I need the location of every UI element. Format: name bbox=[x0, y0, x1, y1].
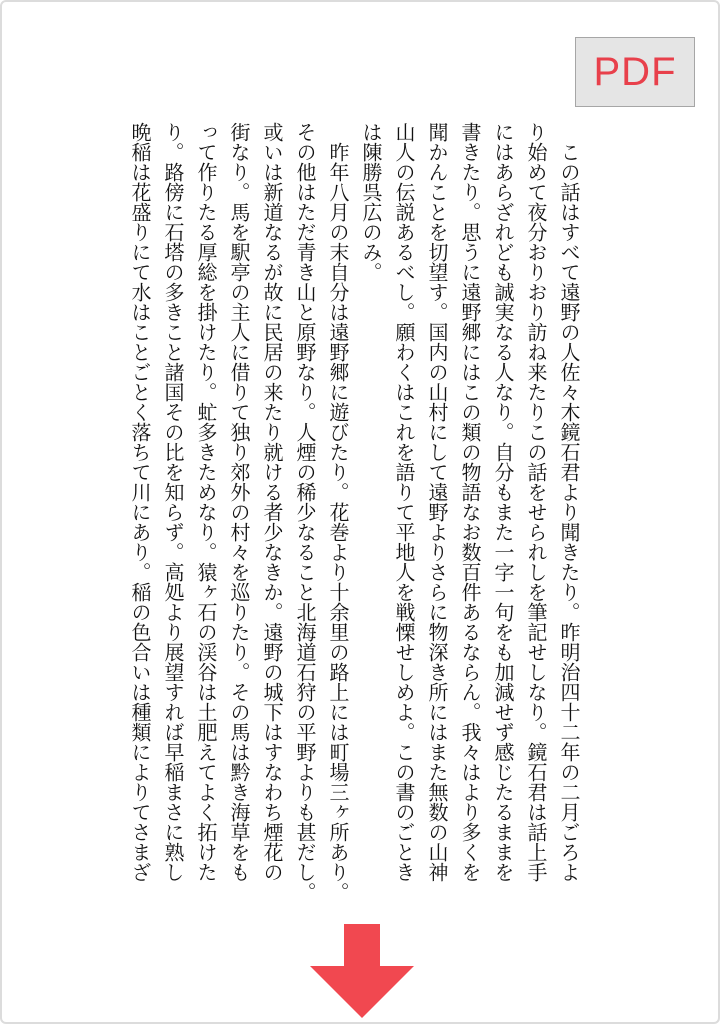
text-column: その他はただ青き山と原野なり。人煙の稀少なること北海道石狩の平野よりも甚だし。 bbox=[293, 122, 317, 902]
pdf-badge[interactable] bbox=[575, 37, 695, 107]
text-column: この話はすべて遠野の人佐々木鏡石君より聞きたり。昨明治四十二年の二月ごろよ bbox=[557, 122, 581, 882]
text-column: にはあらざれども誠実なる人なり。自分もまた一字一句をも加減せず感じたるままを bbox=[491, 122, 515, 882]
text-column: 山人の伝説あるべし。願わくはこれを語りて平地人を戦慄せしめよ。この書のごとき bbox=[392, 122, 416, 882]
text-column: って作りたる厚総を掛けたり。虻多きためなり。猿ヶ石の渓谷は土肥えてよく拓けた bbox=[194, 122, 218, 882]
text-column: 街なり。馬を駅亭の主人に借りて独り郊外の村々を巡りたり。その馬は黔き海草をも bbox=[227, 122, 251, 882]
vertical-text-body bbox=[114, 122, 584, 932]
text-column: り。路傍に石塔の多きこと諸国その比を知らず。高処より展望すれば早稲まさに熟し bbox=[161, 122, 185, 882]
text-column: 或いは新道なるが故に民居の来たり就ける者少なきか。遠野の城下はすなわち煙花の bbox=[260, 122, 284, 882]
pdf-badge-label: PDF bbox=[593, 49, 677, 94]
arrow-down-icon[interactable] bbox=[310, 924, 414, 1018]
text-column: 晩稲は花盛りにて水はことごとく落ちて川にあり。稲の色合いは種類によりてさまざ bbox=[128, 122, 152, 882]
text-column: 昨年八月の末自分は遠野郷に遊びたり。花巻より十余里の路上には町場三ヶ所あり。 bbox=[326, 122, 350, 902]
text-column: り始めて夜分おりおり訪ね来たりこの話をせられしを筆記せしなり。鏡石君は話上手 bbox=[524, 122, 548, 882]
text-column: は陳勝呉広のみ。 bbox=[359, 122, 383, 282]
text-column: 書きたり。思うに遠野郷にはこの類の物語なお数百件あるならん。我々はより多くを bbox=[458, 122, 482, 882]
text-column: 聞かんことを切望す。国内の山村にして遠野よりさらに物深き所にはまた無数の山神 bbox=[425, 122, 449, 882]
